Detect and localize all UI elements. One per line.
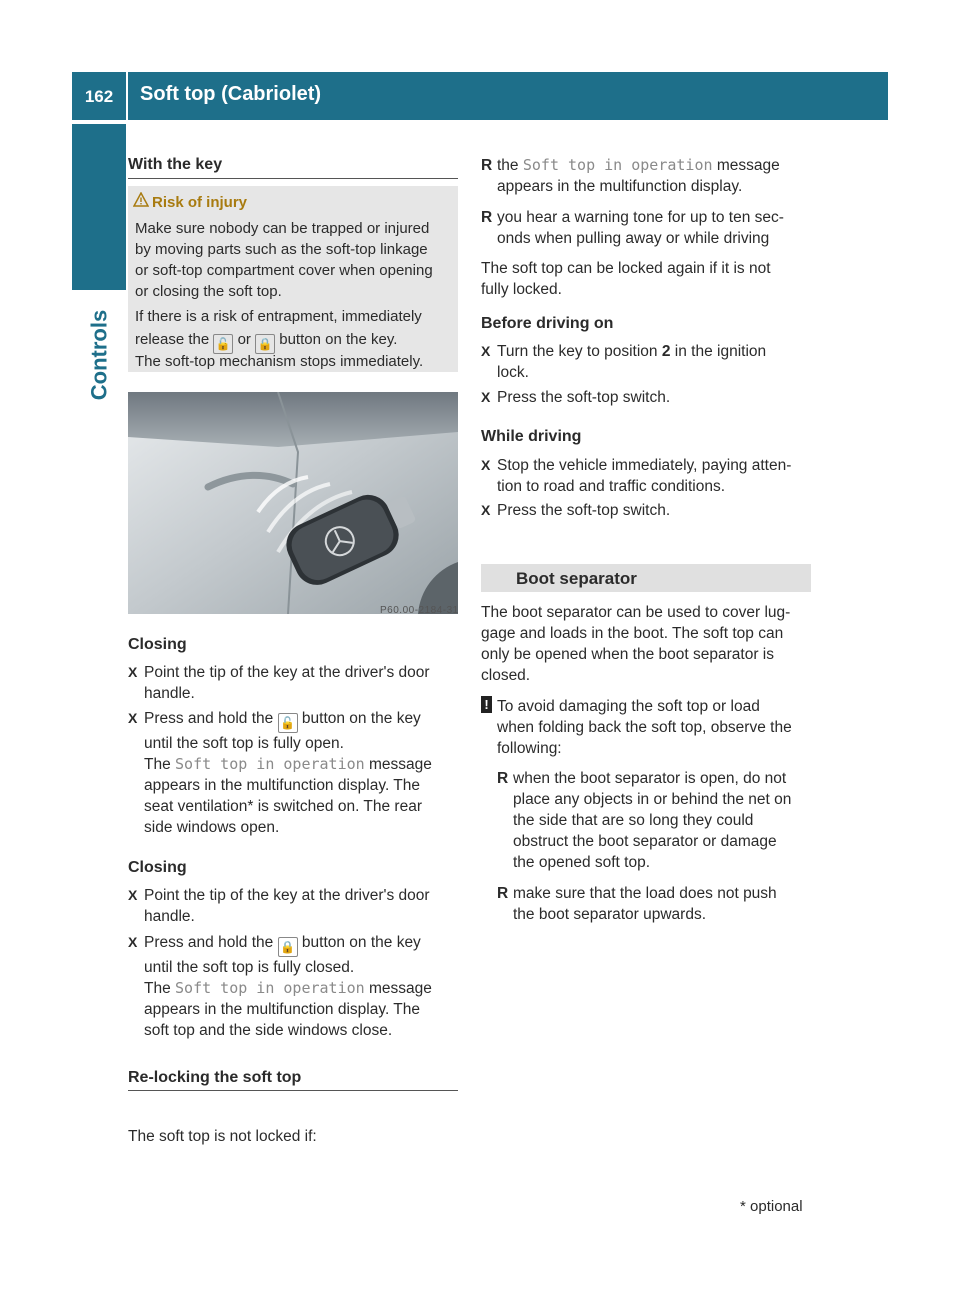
warning-text-6: release the 🔓 or 🔒 button on the key. [135,329,455,354]
unlock-key-icon: 🔓 [213,334,233,354]
lock-key-icon: 🔒 [278,937,298,957]
boot-separator-title: Boot separator [516,569,637,588]
closing-heading: Closing [128,859,187,876]
warning-text-3: or soft-top compartment cover when opening [135,262,433,279]
boot-separator-text: The boot separator can be used to cover lug- gage and loads in the boot. The soft top can only be opened when the boot separator is closed. [481,604,791,684]
warning-text-5: If there is a risk of entrapment, immediately [135,308,422,325]
key-door-photo [128,392,458,614]
warning-triangle-icon [133,192,149,208]
heading-rule [128,178,458,179]
side-label: Controls [86,309,112,401]
warning-text-2: by moving parts such as the soft-top linkage [135,241,428,258]
warning-title: Risk of injury [152,194,248,211]
lock-key-icon: 🔒 [255,334,275,354]
opening-heading: Closing [128,636,187,653]
unlock-key-icon: 🔓 [278,713,298,733]
warning-text-1: Make sure nobody can be trapped or injured [135,220,430,237]
relock-paragraph: The soft top can be locked again if it is not fully locked. [481,260,771,298]
with-key-heading: With the key [128,156,223,173]
photo-caption: P60.00-2184-31 [380,605,459,616]
relocking-heading: Re-locking the soft top [128,1069,302,1086]
page-title: Soft top (Cabriolet) [140,83,322,105]
exclamation-note-icon: ! [481,696,492,713]
relocking-rule [128,1090,458,1091]
warning-text-7: The soft-top mechanism stops immediately. [135,353,424,370]
footer-optional-note: * optional [740,1198,803,1215]
before-driving-heading: Before driving on [481,315,614,332]
note-text: To avoid damaging the soft top or load when folding back the soft top, observe the following: [497,698,792,757]
warning-text-4: or closing the soft top. [135,283,282,300]
page-number: 162 [84,87,114,106]
relocking-text: The soft top is not locked if: [128,1128,317,1145]
side-tab [72,124,126,290]
while-driving-heading: While driving [481,428,582,445]
